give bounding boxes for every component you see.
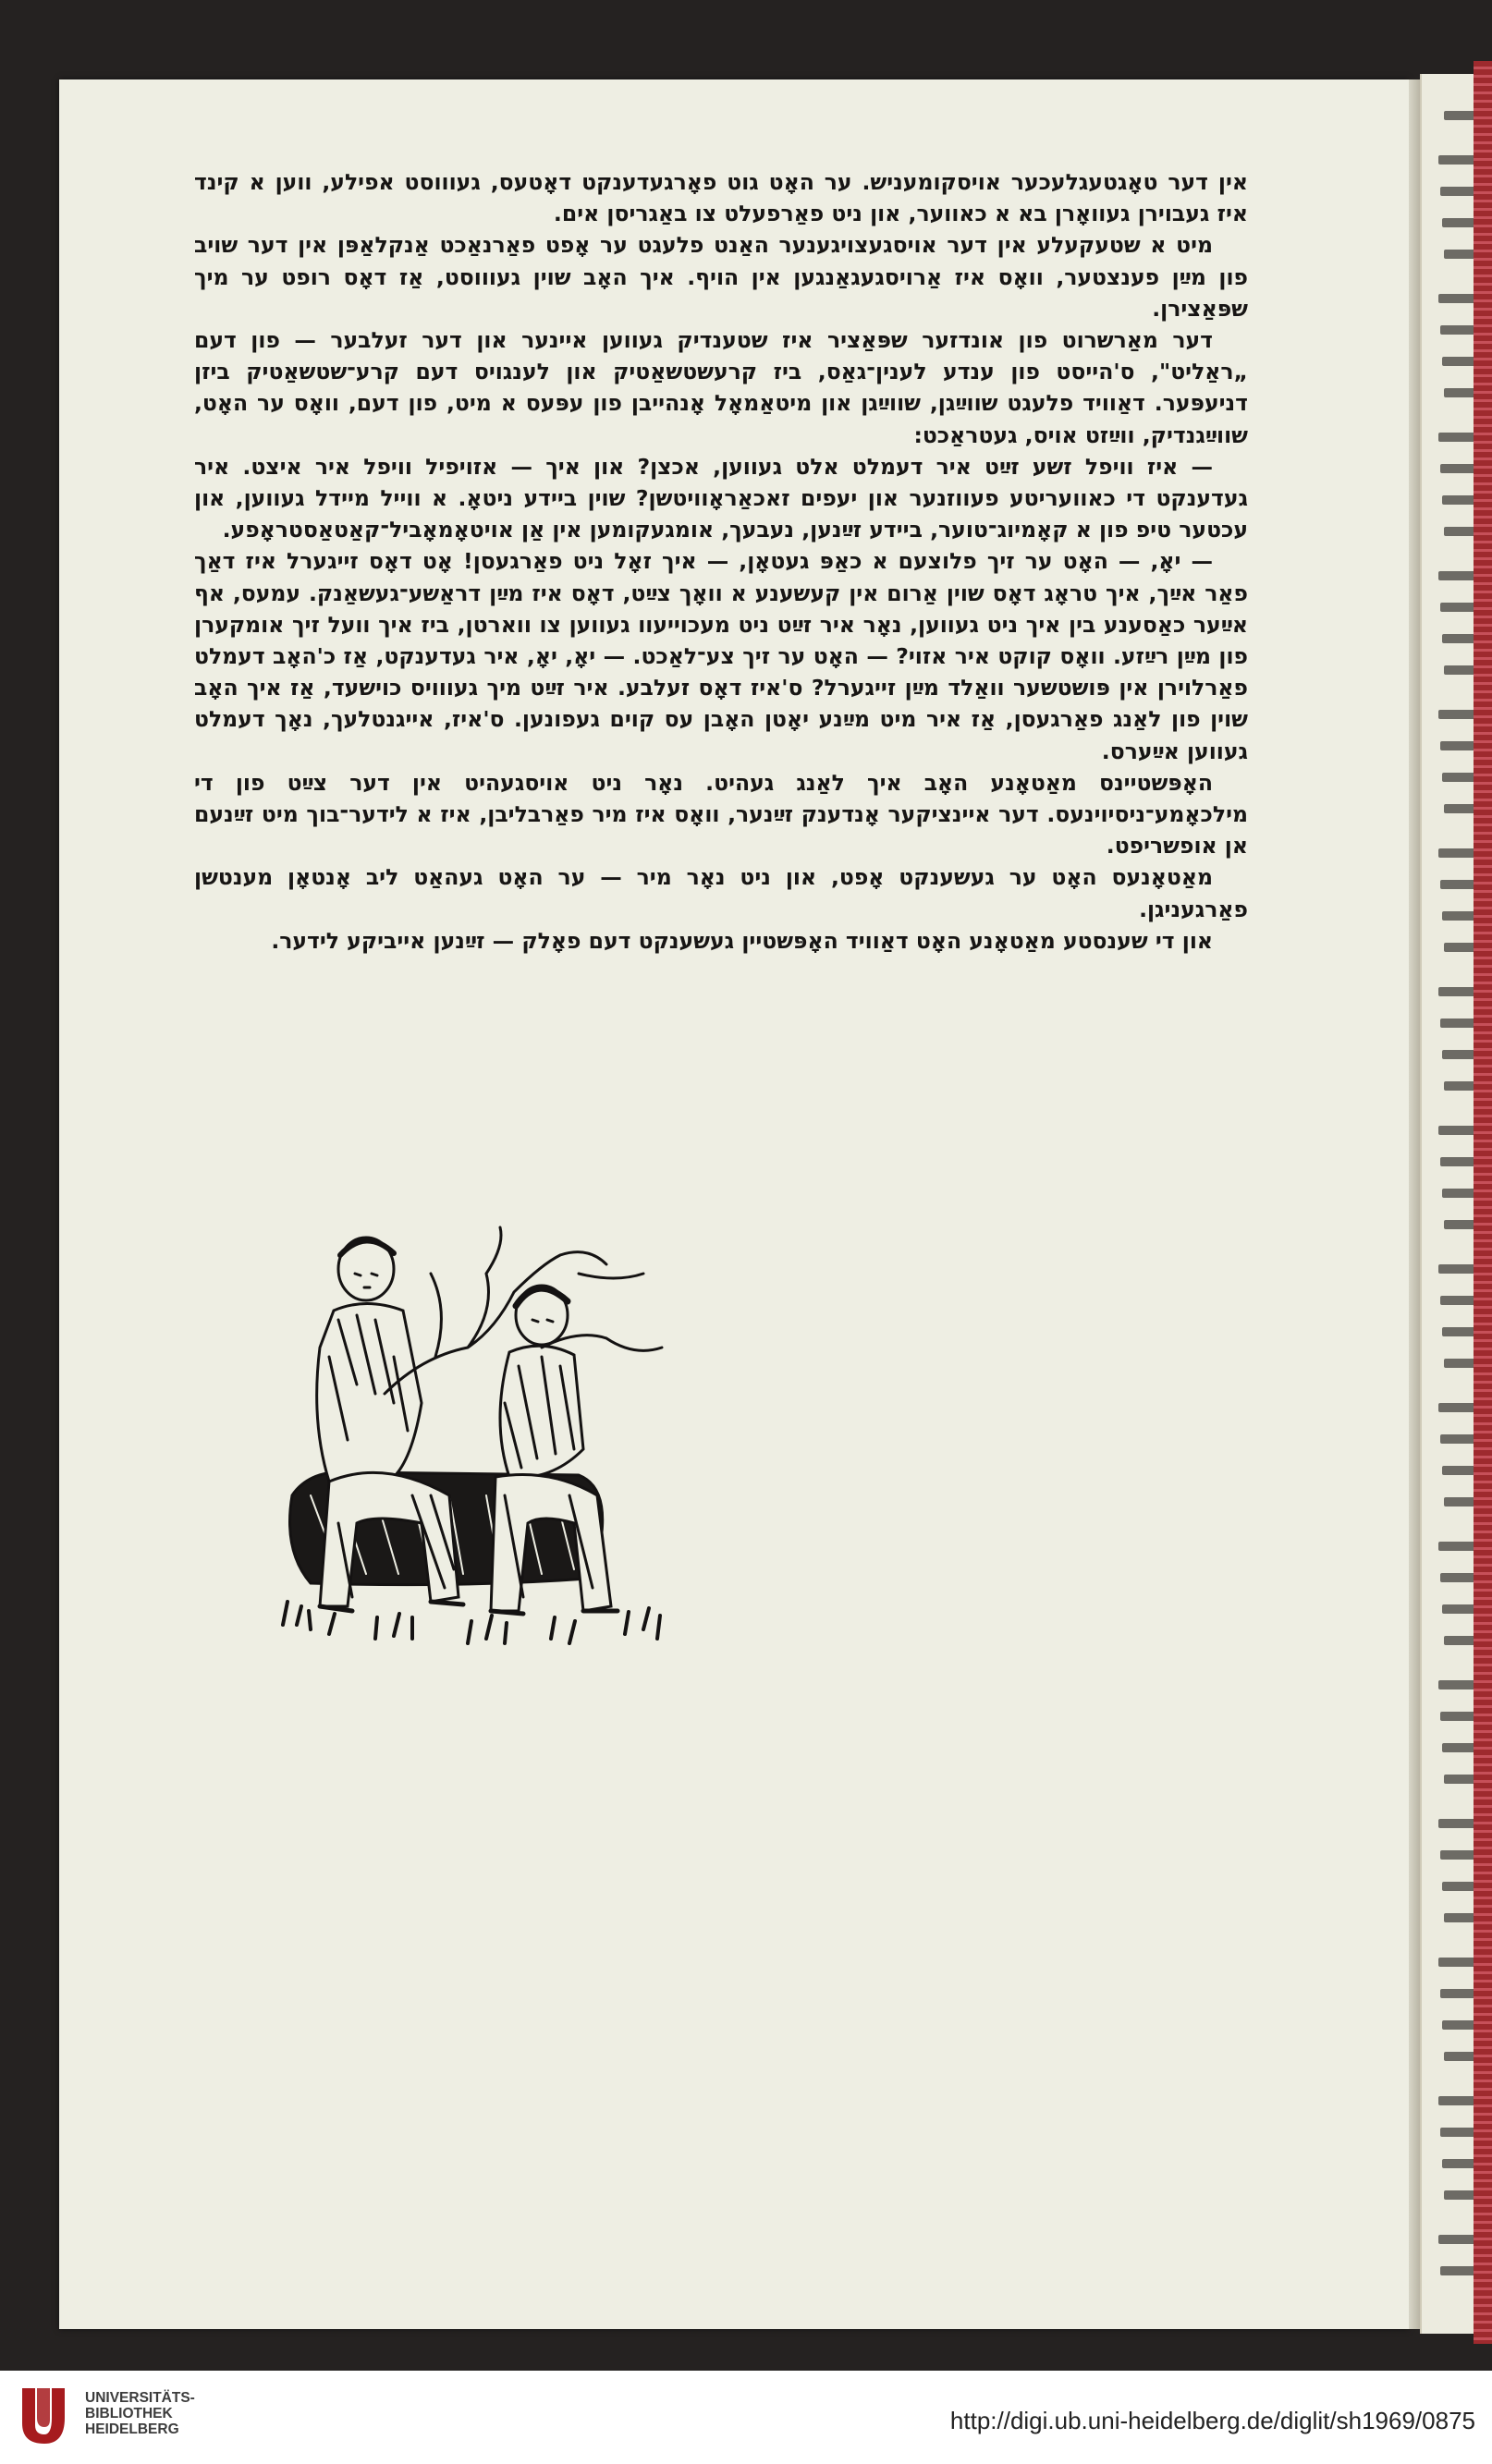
adjacent-page-text-fragment	[1444, 943, 1475, 952]
adjacent-page-text-fragment	[1444, 111, 1475, 120]
adjacent-page-text-fragment	[1444, 1775, 1475, 1784]
adjacent-page-text-fragment	[1442, 1189, 1475, 1198]
adjacent-page-text-fragment	[1440, 1019, 1475, 1028]
adjacent-page-text-fragment	[1440, 1850, 1475, 1860]
adjacent-page-text-fragment	[1440, 2128, 1475, 2137]
paragraph: מיט א שטעקעלע אין דער אויסגעצויגענער האַנט פלעגט ער אָפט פאַרנאַכט אַנקלאַפּן אין דער שויב פון מײַן פענצטער, וואָס איז אַרויסגעגאַנגען אין הויף. איך האָב שוין געוווסט, אַז דאָס רופט ער מיך שפּאַצירן.	[194, 232, 1248, 322]
adjacent-page-text-fragment	[1444, 1636, 1475, 1645]
adjacent-page-text-fragment	[1440, 1296, 1475, 1305]
adjacent-page-text-fragment	[1444, 250, 1475, 259]
adjacent-page-text-fragment	[1444, 527, 1475, 536]
adjacent-page-text-fragment	[1440, 187, 1475, 196]
paragraph: און די שענסטע מאַטאָנע האָט דאַוויד האָפּשטיין געשענקט דעם פאָלק — זײַנען אייביקע לידער.	[271, 927, 1213, 954]
adjacent-page-text-fragment	[1438, 1264, 1475, 1274]
adjacent-page-text-fragment	[1438, 294, 1475, 303]
adjacent-page-text-fragment	[1442, 495, 1475, 505]
adjacent-page-text-fragment	[1444, 804, 1475, 813]
adjacent-page-text-fragment	[1438, 1403, 1475, 1412]
adjacent-page-text-fragment	[1444, 1220, 1475, 1229]
adjacent-page-text-fragment	[1442, 2159, 1475, 2168]
adjacent-page-edge	[1420, 74, 1475, 2334]
book-cover-edge	[1474, 61, 1492, 2344]
adjacent-page-text-fragment	[1438, 571, 1475, 580]
adjacent-page-text-fragment	[1440, 2266, 1475, 2275]
adjacent-page-text-fragment	[1438, 1126, 1475, 1135]
adjacent-page-text-fragment	[1438, 987, 1475, 996]
adjacent-page-text-fragment	[1440, 603, 1475, 612]
library-name-line: UNIVERSITÄTS-	[85, 2390, 195, 2406]
adjacent-page-text-fragment	[1438, 1958, 1475, 1967]
adjacent-page-text-fragment	[1442, 1743, 1475, 1752]
body-text	[194, 166, 1248, 957]
adjacent-page-text-fragment	[1444, 1359, 1475, 1368]
paragraph: דער מאַרשרוט פון אונדזער שפּאַציר איז שטענדיק געווען איינער און דער זעלבער — פון דעם „ראַליט", ס'הייסט פון ענדע לענין־גאַס, ביז קרעשטשאַטיק און לענגויס דעם קרע־שטשאַטיק ביזן דניעפּער. דאַוויד פלעגט שווײַגן, שווײַגן און מיטאַמאָל אָנהייבן פון עפּעס א מיט, פון דעם, וואָס ער האָט, שווײַגנדיק, ווײַזט אויס, געטראַכט:	[194, 327, 1248, 448]
adjacent-page-text-fragment	[1442, 1882, 1475, 1891]
university-seal-icon	[17, 2383, 72, 2447]
adjacent-page-text-fragment	[1438, 1680, 1475, 1689]
adjacent-page-text-fragment	[1442, 218, 1475, 227]
adjacent-page-text-fragment	[1442, 911, 1475, 921]
adjacent-page-text-fragment	[1440, 464, 1475, 473]
adjacent-page-text-fragment	[1438, 433, 1475, 442]
adjacent-page-text-fragment	[1444, 1913, 1475, 1922]
adjacent-page-text-fragment	[1444, 1497, 1475, 1506]
adjacent-page-text-fragment	[1444, 388, 1475, 397]
adjacent-page-text-fragment	[1442, 773, 1475, 782]
paragraph: — יאָ, — האָט ער זיך פלוצעם א כאַפּ געטאָן, — איך זאָל ניט פאַרגעסן! אָט דאָס זייגערל איז דאַך פאַר אײַך, איך טראָג דאָס שוין אַרום אין קעשענע א וואָך צײַט, דאָס איז מײַן דראַשע־געשאַנק. עמעס, אף אײַער כאַסענע בין איך ניט געווען, נאָר איר זײַט ניט מעכוייעוו געווען צו ווארטן, ביז איך וועל זיך אומקערן פון מײַן רײַזע. וואָס קוקט איר אזוי? — האָט ער זיך צע־לאַכט. — יאָ, יאָ, איר געדענקט, אַז כ'האָב דעמלט פאַרלוירן אין פּושטשער וואַלד מײַן זייגערל? ס'איז דאָס זעלבע. איר זײַט מיך געווויס כוישעד, אַז איך האָב שוין פון לאַנג פאַרגעסן, אַז איר מיט מײַנע יאָטן האָבן עס קוים געפונען. ס'איז, אייגנטלעך, נאָך דעמלט געווען אײַערס.	[194, 548, 1248, 764]
page-gutter	[1409, 79, 1420, 2329]
paragraph: אין דער טאָגטעגלעכער אויסקומעניש. ער האָט גוט פאָרגעדענקט דאָטעס, געוווסט אפילע, ווען א קינד איז געבוירן געוואָרן בא א כאווער, און ניט פאַרפעלט צו באַגריסן אים.	[194, 169, 1248, 227]
adjacent-page-text-fragment	[1438, 2235, 1475, 2244]
adjacent-page-text-fragment	[1438, 155, 1475, 165]
adjacent-page-text-fragment	[1440, 1989, 1475, 1998]
adjacent-page-text-fragment	[1442, 2020, 1475, 2030]
library-name-line: HEIDELBERG	[85, 2421, 179, 2437]
source-url[interactable]: http://digi.ub.uni-heidelberg.de/diglit/sh1969/0875	[949, 2407, 1475, 2434]
adjacent-page-text-fragment	[1440, 325, 1475, 335]
adjacent-page-text-fragment	[1440, 1573, 1475, 1582]
adjacent-page-text-fragment	[1442, 634, 1475, 643]
adjacent-page-text-fragment	[1440, 1434, 1475, 1444]
adjacent-page-text-fragment	[1444, 1081, 1475, 1091]
adjacent-page-text-fragment	[1442, 1466, 1475, 1475]
two-men-sitting-sketch	[274, 1218, 680, 1653]
adjacent-page-text-fragment	[1440, 1157, 1475, 1166]
adjacent-page-text-fragment	[1438, 848, 1475, 858]
library-name	[85, 2390, 195, 2437]
adjacent-page-text-fragment	[1442, 357, 1475, 366]
adjacent-page-text-fragment	[1444, 2052, 1475, 2061]
adjacent-page-text-fragment	[1442, 1604, 1475, 1614]
adjacent-page-text-fragment	[1440, 741, 1475, 750]
adjacent-page-text-fragment	[1438, 2096, 1475, 2105]
adjacent-page-text-fragment	[1444, 665, 1475, 675]
paragraph: — איז וויפל זשע זײַט איר דעמלט אלט געווען, אכצן? און איך — אזויפיל וויפל איר איצט. איר געדענקט די כאוועריטע פעווזנער און יעפים זאכאַראָוויטשן? שוין ביידע ניטאָ. א ווייל מיידל געווען, און עכטער טיפ פון א קאָמיוג־טוער, ביידע זײַנען, נעבעך, אומגעקומען אין אַן אויטאָמאָביל־קאַטאַסטראָפע.	[194, 453, 1248, 543]
library-name-line: BIBLIOTHEK	[85, 2406, 173, 2421]
adjacent-page-text-fragment	[1442, 1050, 1475, 1059]
adjacent-page-text-fragment	[1438, 1819, 1475, 1828]
adjacent-page-text-fragment	[1440, 880, 1475, 889]
adjacent-page-text-fragment	[1440, 1712, 1475, 1721]
adjacent-page-text-fragment	[1438, 710, 1475, 719]
paragraph: האָפּשטיינס מאַטאָנע האָב איך לאַנג געהיט. נאָר ניט אויסגעהיט אין דער צײַט פון די מילכאָמע־ניסיוינעס. דער איינציקער אָנדענק זײַנער, וואָס איז מיר פאַרבליבן, איז א לידער־בוך מיט זײַנעם אן אופשריפט.	[194, 769, 1248, 860]
adjacent-page-text-fragment	[1442, 1327, 1475, 1336]
adjacent-page-text-fragment	[1438, 1542, 1475, 1551]
adjacent-page-text-fragment	[1444, 2190, 1475, 2200]
paragraph: מאַטאָנעס האָט ער געשענקט אָפט, און ניט נאָר מיר — ער האָט געהאַט ליב אָנטאָן מענטשן פאַרגעניגן.	[194, 864, 1248, 922]
